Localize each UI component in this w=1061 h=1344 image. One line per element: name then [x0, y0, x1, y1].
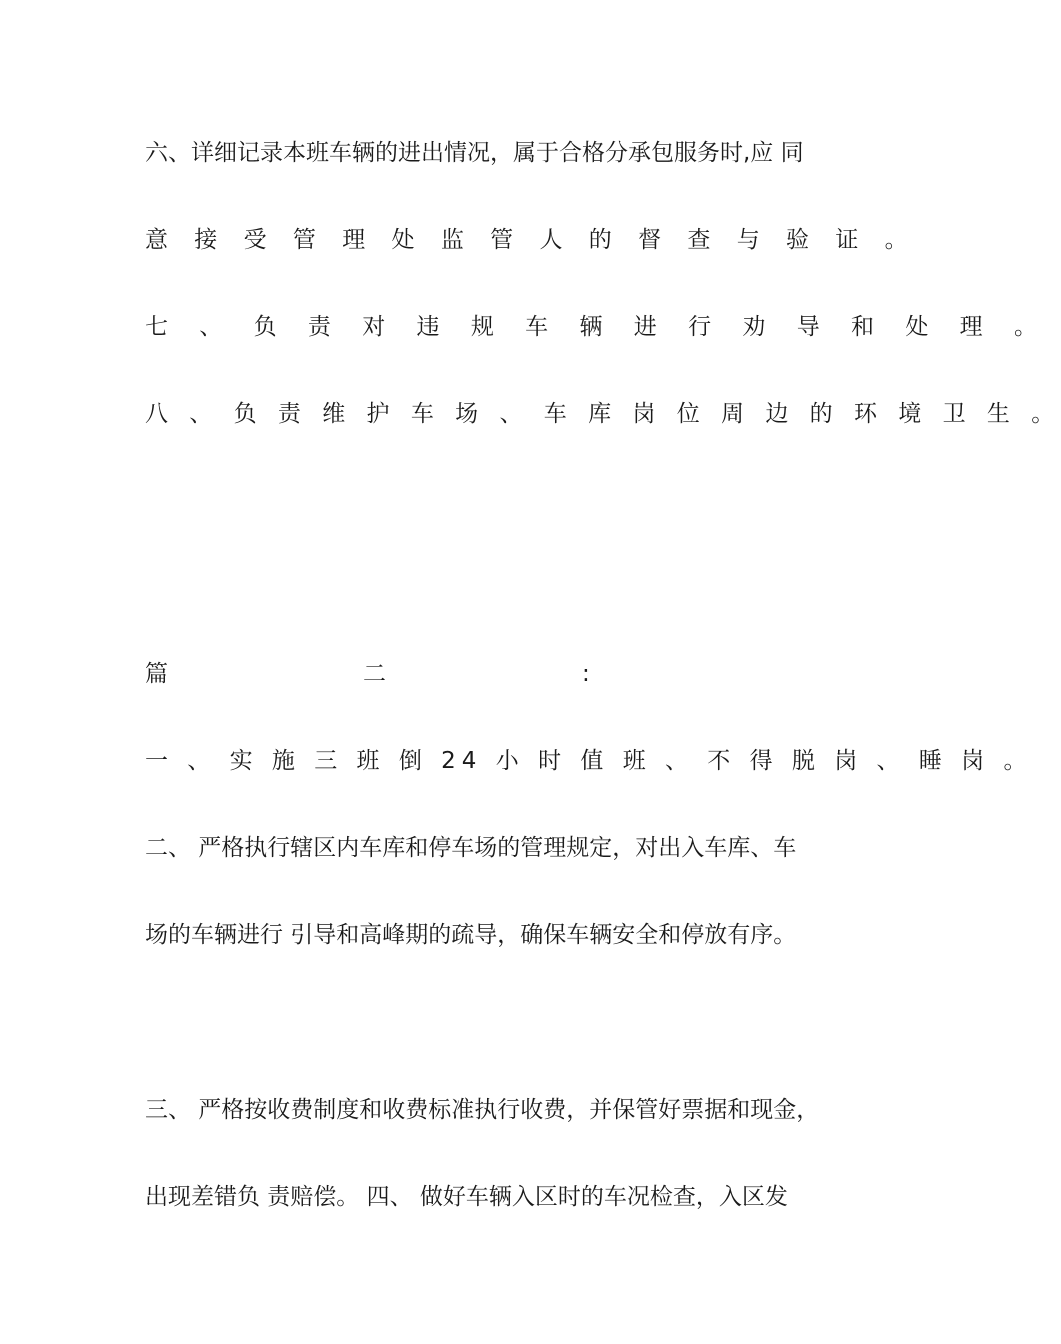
paragraph-line-8: 八 、 负 责 维 护 车 场 、 车 库 岗 位 周 边 的 环 境 卫 生 。	[145, 401, 1061, 427]
paragraph-line-3: 三、 严格按收费制度和收费标准执行收费，并保管好票据和现金，	[145, 1097, 820, 1123]
heading-part-2: 二	[363, 661, 386, 687]
section-heading	[145, 659, 595, 689]
heading-part-1: 篇	[145, 661, 168, 687]
paragraph-line-7: 七 、 负 责 对 违 规 车 辆 进 行 劝 导 和 处 理 。	[145, 314, 1049, 340]
paragraph-line-1: 一 、 实 施 三 班 倒 24 小 时 值 班 、 不 得 脱 岗 、 睡 岗 。	[145, 748, 1033, 774]
paragraph-line-2: 二、 严格执行辖区内车库和停车场的管理规定，对出入车库、车	[145, 835, 797, 861]
heading-part-3: :	[582, 661, 590, 687]
paragraph-line-2-cont: 场的车辆进行 引导和高峰期的疏导，确保车辆安全和停放有序。	[145, 922, 797, 948]
paragraph-line-6-cont: 意 接 受 管 理 处 监 管 人 的 督 查 与 验 证 。	[145, 227, 918, 253]
paragraph-line-6: 六、详细记录本班车辆的进出情况，属于合格分承包服务时,应 同	[145, 140, 804, 166]
paragraph-line-3-cont: 出现差错负 责赔偿。 四、 做好车辆入区时的车况检查，入区发	[145, 1184, 788, 1210]
